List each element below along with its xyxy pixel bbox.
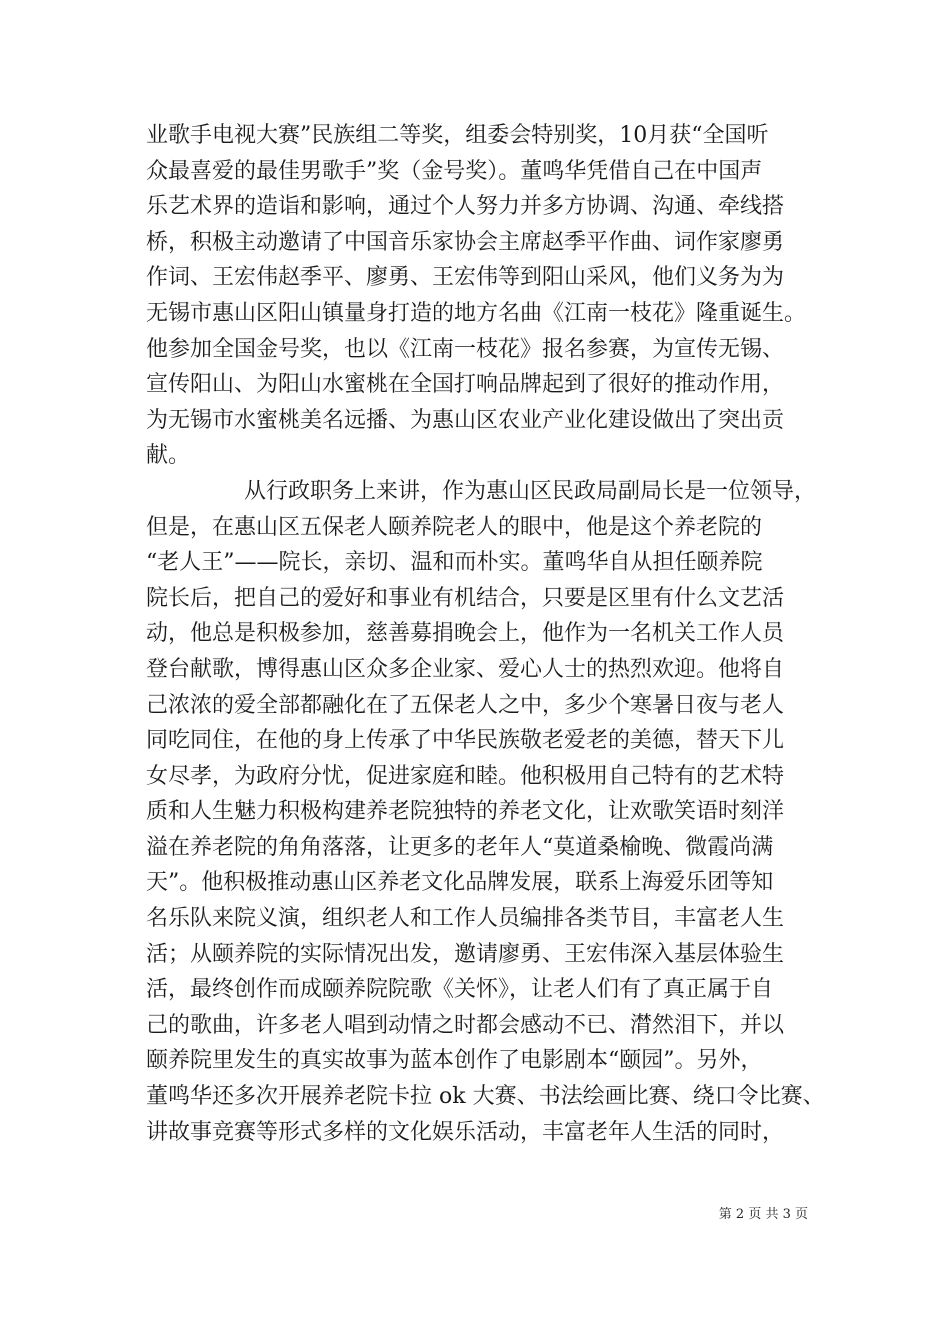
text-line: 动，他总是积极参加，慈善募捐晚会上，他作为一名机关工作人员 [146,621,785,647]
text-line: 但是，在惠山区五保老人颐养院老人的眼中，他是这个养老院的 [146,514,763,540]
text-line: 同吃同住，在他的身上传承了中华民族敬老爱老的美德，替天下儿 [146,728,785,754]
text-line: 讲故事竞赛等形式多样的文化娱乐活动，丰富老年人生活的同时， [146,1119,785,1145]
text-line: 院长后，把自己的爱好和事业有机结合，只要是区里有什么文艺活 [146,585,785,611]
text-line: 活；从颐养院的实际情况出发，邀请廖勇、王宏伟深入基层体验生 [146,941,785,967]
text-line: 质和人生魅力积极构建养老院独特的养老文化，让欢歌笑语时刻洋 [146,799,785,825]
text-line: 乐艺术界的造诣和影响，通过个人努力并多方协调、沟通、牵线搭 [146,194,785,220]
text-line: 登台献歌，博得惠山区众多企业家、爱心人士的热烈欢迎。他将自 [146,656,785,682]
text-line: 作词、王宏伟赵季平、廖勇、王宏伟等到阳山采风，他们义务为为 [146,265,785,291]
text-line: 献。 [146,443,191,469]
text-line: 溢在养老院的角角落落，让更多的老年人“莫道桑榆晚、微霞尚满 [146,834,774,860]
text-line: 无锡市惠山区阳山镇量身打造的地方名曲《江南一枝花》隆重诞生。 [146,300,807,326]
text-line: 天”。他积极推动惠山区养老文化品牌发展，联系上海爱乐团等知 [146,870,774,896]
document-body [146,118,826,1150]
text-line: 众最喜爱的最佳男歌手”奖（金号奖）。董鸣华凭借自己在中国声 [146,158,763,184]
paragraph-award-contribution [146,118,826,474]
text-line: 己浓浓的爱全部都融化在了五保老人之中，多少个寒暑日夜与老人 [146,692,785,718]
text-line: 活，最终创作而成颐养院院歌《关怀》，让老人们有了真正属于自 [146,977,774,1003]
text-line: 桥，积极主动邀请了中国音乐家协会主席赵季平作曲、词作家廖勇 [146,229,785,255]
text-line: 女尽孝，为政府分忧，促进家庭和睦。他积极用自己特有的艺术特 [146,763,785,789]
text-line: 业歌手电视大赛”民族组二等奖，组委会特别奖，10月获“全国听 [146,123,769,148]
text-line: 己的歌曲，许多老人唱到动情之时都会感动不已、潸然泪下，并以 [146,1012,785,1038]
paragraph-nursing-home [146,474,826,1150]
text-line: 颐养院里发生的真实故事为蓝本创作了电影剧本“颐园”。另外， [146,1048,763,1074]
text-line: 从行政职务上来讲，作为惠山区民政局副局长是一位领导， [244,478,817,504]
text-line: 董鸣华还多次开展养老院卡拉 ok 大赛、书法绘画比赛、绕口令比赛、 [146,1084,825,1110]
text-line: “老人王”——院长，亲切、温和而朴实。董鸣华自从担任颐养院 [146,550,763,576]
text-line: 宣传阳山、为阳山水蜜桃在全国打响品牌起到了很好的推动作用， [146,372,785,398]
page-number: 第 2 页 共 3 页 [718,1207,808,1222]
text-line: 为无锡市水蜜桃美名远播、为惠山区农业产业化建设做出了突出贡 [146,407,785,433]
text-line: 名乐队来院义演，组织老人和工作人员编排各类节目，丰富老人生 [146,906,785,932]
text-line: 他参加全国金号奖，也以《江南一枝花》报名参赛，为宣传无锡、 [146,336,785,362]
